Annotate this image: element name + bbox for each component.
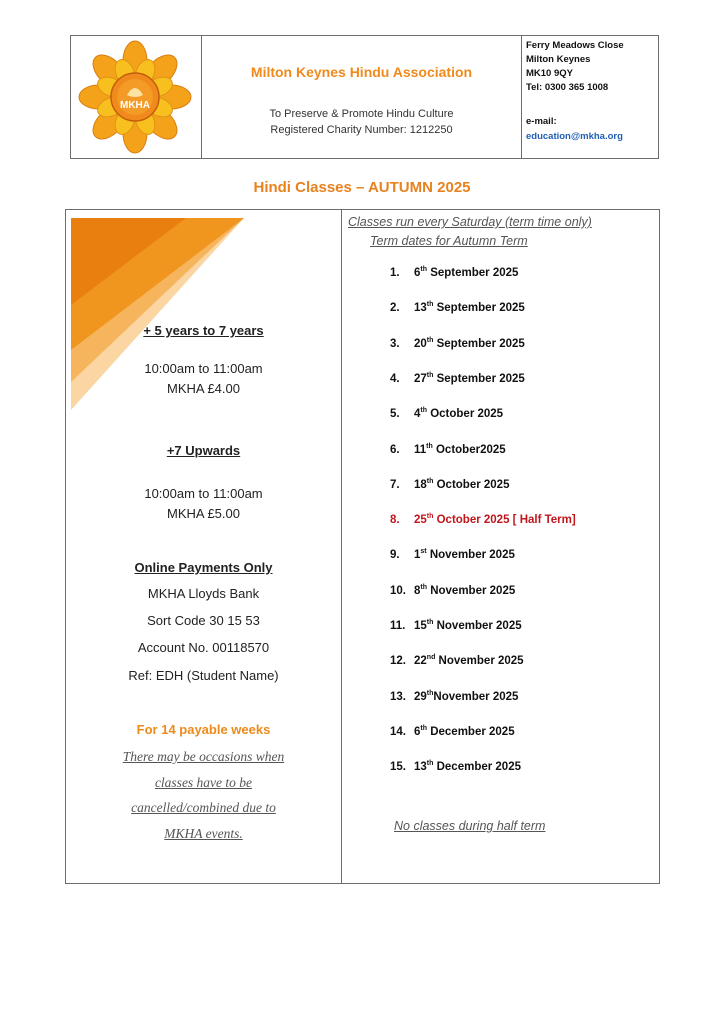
term-date-number: 6. [390, 443, 400, 456]
group1-fee: MKHA £4.00 [167, 381, 240, 396]
cancellation-note: MKHA events. [164, 826, 243, 841]
term-date-suffix: th [426, 619, 434, 627]
group2-time: 10:00am to 11:00am [144, 486, 263, 501]
term-date-suffix: th [426, 760, 434, 768]
logo-text: MKHA [120, 100, 150, 111]
term-date-number: 1. [390, 267, 400, 279]
term-date-day: 22 [414, 655, 427, 668]
term-date-number: 7. [390, 478, 400, 491]
term-date-suffix: th [426, 301, 434, 309]
term-date-item [390, 408, 503, 420]
phone-number: Tel: 0300 365 1008 [526, 82, 609, 93]
fees-column [66, 210, 341, 883]
term-date-item [390, 726, 515, 738]
address-line: MK10 9QY [526, 68, 573, 79]
contact-info [522, 36, 658, 158]
term-date-month: October 2025 [433, 478, 510, 491]
term-date-month: October 2025 [427, 408, 504, 421]
half-term-note: No classes during half term [394, 819, 546, 833]
term-date-item [390, 444, 506, 456]
term-date-number: 4. [390, 372, 400, 385]
group2-heading: +7 Upwards [166, 443, 241, 458]
term-date-month: November 2025 [433, 620, 522, 632]
payable-weeks: For 14 payable weeks [136, 722, 271, 737]
term-date-month: November 2025 [427, 584, 516, 597]
schedule-intro: Classes run every Saturday (term time only) [348, 215, 592, 229]
term-date-number: 13. [390, 690, 406, 703]
term-date-suffix: th [420, 725, 428, 733]
term-date-month: November 2025 [426, 549, 515, 562]
term-date-number: 15. [390, 761, 406, 774]
term-date-suffix: th [420, 266, 428, 274]
term-date-number: 10. [390, 584, 406, 597]
email-link[interactable]: education@mkha.org [526, 131, 623, 142]
term-date-day: 11 [414, 443, 427, 456]
address-line: Milton Keynes [526, 54, 591, 65]
term-date-number: 12. [390, 655, 406, 668]
term-date-day: 20 [414, 337, 427, 350]
cancellation-note: cancelled/combined due to [131, 800, 276, 815]
cancellation-note: classes have to be [154, 775, 253, 790]
term-date-month: September 2025 [427, 267, 519, 279]
term-date-day: 13 [414, 302, 427, 315]
term-date-day: 1 [414, 549, 421, 562]
term-date-suffix: nd [426, 654, 436, 662]
term-date-item [390, 514, 576, 526]
term-date-day: 4 [414, 408, 421, 421]
term-date-suffix: th [426, 477, 434, 485]
term-date-number: 14. [390, 725, 406, 738]
term-date-number: 11. [390, 620, 406, 632]
term-date-month: December 2025 [433, 761, 521, 774]
org-name: Milton Keynes Hindu Association [250, 64, 473, 80]
term-date-number: 9. [390, 549, 400, 562]
bank-name: MKHA Lloyds Bank [147, 586, 260, 601]
term-date-day: 27 [414, 372, 427, 385]
mission-statement: To Preserve & Promote Hindu Culture [269, 108, 454, 120]
term-date-day: 6 [414, 267, 421, 279]
term-date-day: 18 [414, 478, 427, 491]
term-date-month: September 2025 [433, 337, 525, 350]
email-label: e-mail: [526, 116, 557, 127]
class-info-table [65, 209, 660, 884]
term-date-item [390, 302, 525, 314]
term-date-day: 15 [414, 620, 427, 632]
dates-column [342, 210, 659, 883]
payment-reference: Ref: EDH (Student Name) [128, 668, 279, 683]
term-date-suffix: th [426, 336, 434, 344]
term-date-month: November 2025 [435, 655, 524, 668]
payments-heading: Online Payments Only [134, 560, 273, 575]
term-date-number: 8. [390, 514, 400, 527]
term-date-number: 5. [390, 408, 400, 421]
term-date-month: November 2025 [433, 690, 519, 703]
term-date-item [390, 549, 515, 561]
term-date-month: October2025 [432, 443, 506, 456]
account-number: Account No. 00118570 [137, 640, 270, 655]
group1-time: 10:00am to 11:00am [144, 361, 263, 376]
term-date-item [390, 655, 524, 667]
term-date-suffix: th [426, 513, 434, 521]
term-date-month: October 2025 [ Half Term] [433, 514, 576, 527]
term-date-suffix: th [420, 583, 428, 591]
term-date-month: September 2025 [433, 372, 525, 385]
group1-heading: + 5 years to 7 years [143, 323, 264, 338]
term-date-suffix: th [420, 407, 428, 415]
page-title: Hindi Classes – AUTUMN 2025 [253, 179, 471, 196]
term-date-day: 29 [414, 690, 427, 703]
term-date-item [390, 338, 525, 350]
org-info [202, 36, 522, 158]
logo-cell [71, 36, 202, 158]
term-date-suffix: th [426, 442, 433, 450]
term-date-month: September 2025 [433, 302, 525, 315]
term-date-day: 6 [414, 725, 421, 738]
term-date-suffix: st [420, 548, 427, 556]
term-date-suffix: th [426, 689, 434, 697]
header [70, 35, 659, 159]
term-date-number: 3. [390, 337, 400, 350]
term-date-item [390, 585, 515, 597]
term-dates-heading: Term dates for Autumn Term [370, 234, 528, 248]
lotus-logo [71, 36, 201, 158]
term-date-suffix: th [426, 372, 434, 380]
term-date-item [390, 479, 509, 491]
sort-code: Sort Code 30 15 53 [147, 613, 260, 628]
term-date-day: 8 [414, 584, 421, 597]
term-date-item [390, 761, 521, 773]
term-date-item [390, 691, 518, 703]
term-date-day: 13 [414, 761, 427, 774]
term-date-item [390, 620, 522, 632]
term-date-item [390, 267, 518, 279]
group2-fee: MKHA £5.00 [167, 506, 240, 521]
term-date-number: 2. [390, 302, 400, 315]
term-date-month: December 2025 [427, 725, 515, 738]
cancellation-note: There may be occasions when [122, 749, 285, 764]
charity-number: Registered Charity Number: 1212250 [270, 124, 453, 136]
term-date-day: 25 [414, 514, 427, 527]
address-line: Ferry Meadows Close [526, 40, 624, 51]
term-date-item [390, 373, 525, 385]
